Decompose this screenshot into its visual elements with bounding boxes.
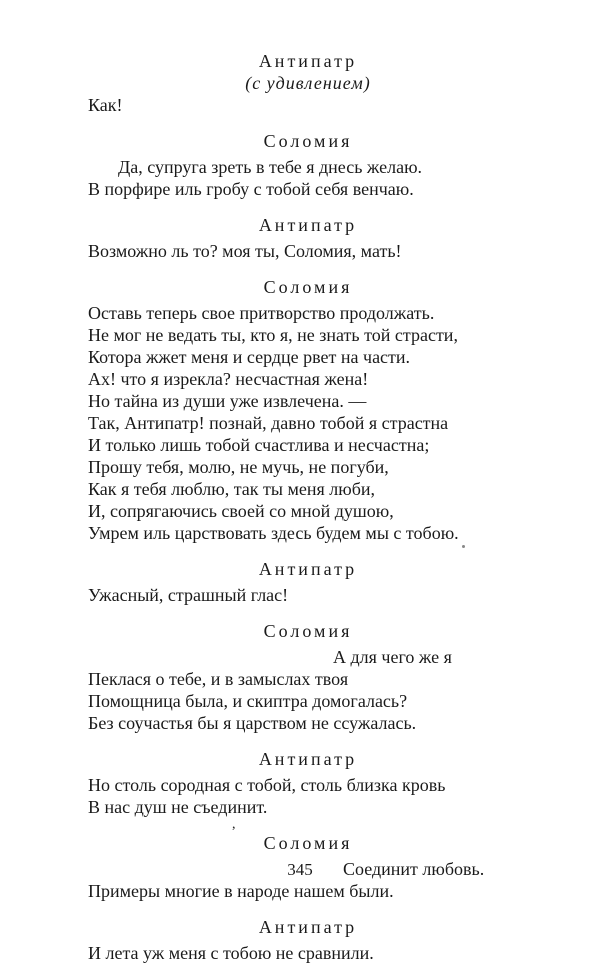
speaker-name: Антипатр [258, 749, 358, 769]
speaker-name: Антипатр [258, 917, 358, 937]
page-number: 345 [287, 860, 313, 879]
verse-line: Не мог не ведать ты, кто я, не знать той страсти, [88, 325, 458, 345]
verse-line: А для чего же я [333, 647, 452, 667]
print-speck [462, 545, 465, 548]
verse-line: И лета уж меня с тобою не сравнили. [88, 943, 374, 963]
verse-line: Ужасный, страшный глас! [88, 585, 289, 605]
verse-line: В порфире иль гробу с тобой себя венчаю. [88, 179, 414, 199]
verse-line: Прошу тебя, молю, не мучь, не погуби, [88, 457, 389, 477]
speaker-name: Соломия [263, 621, 353, 641]
verse-line: Ах! что я изрекла? несчастная жена! [88, 369, 369, 389]
verse-line: Возможно ль то? моя ты, Соломия, мать! [88, 241, 402, 261]
verse-line: Но столь сородная с тобой, столь близка кровь [88, 775, 446, 795]
verse-line: Без соучастья бы я царством не ссужалась. [88, 713, 417, 733]
speaker-name: Соломия [263, 131, 353, 151]
verse-line: И, сопрягаючись своей со мной душою, [88, 501, 394, 521]
stage-direction: (с удивлением) [245, 73, 371, 93]
verse-line: Примеры многие в народе нашем были. [88, 881, 394, 901]
speaker-name: Антипатр [258, 215, 358, 235]
print-mark: , [232, 817, 236, 832]
verse-line: Помощница была, и скиптра домогалась? [88, 691, 408, 711]
verse-line: Как! [88, 95, 123, 115]
verse-line: Пеклася о тебе, и в замыслах твоя [88, 669, 349, 689]
verse-line: Оставь теперь свое притворство продолжать. [88, 303, 435, 323]
poem-page [88, 50, 528, 964]
speaker-name: Антипатр [258, 559, 358, 579]
verse-line: Котора жжет меня и сердце рвет на части. [88, 347, 411, 367]
speaker-name: Соломия [263, 277, 353, 297]
verse-line: Но тайна из души уже извлечена. — [88, 391, 367, 411]
verse-line: В нас душ не съединит. [88, 797, 268, 817]
verse-line: Как я тебя люблю, так ты меня люби, [88, 479, 375, 499]
verse-line: Так, Антипатр! познай, давно тобой я страстна [88, 413, 449, 433]
verse-line: Соединит любовь. [343, 859, 485, 879]
verse-line: Да, супруга зреть в тебе я днесь желаю. [118, 157, 423, 177]
speaker-name: Антипатр [258, 51, 358, 71]
verse-line: И только лишь тобой счастлива и несчастна; [88, 435, 430, 455]
verse-line: Умрем иль царствовать здесь будем мы с тобою. [88, 523, 459, 543]
speaker-name: Соломия [263, 833, 353, 853]
